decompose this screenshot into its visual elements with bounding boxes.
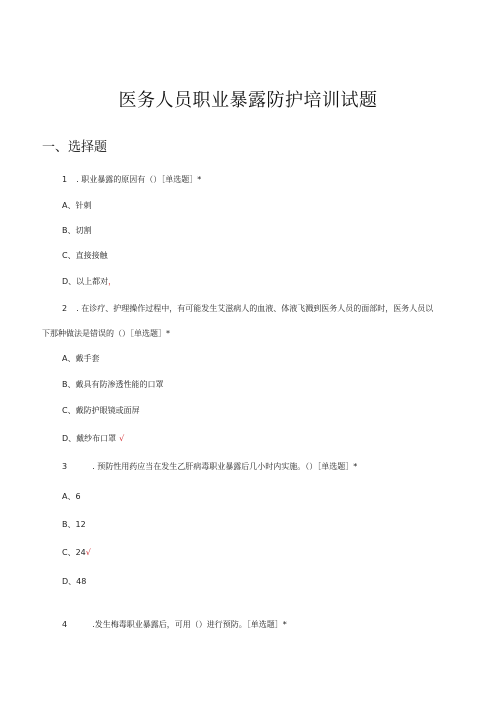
option-d: D、戴纱布口罩 √ <box>62 434 125 443</box>
question-3 <box>62 461 357 472</box>
option-b: B、12 <box>62 520 86 529</box>
option-d: D、48 <box>62 577 87 586</box>
question-number: 2 <box>62 304 68 313</box>
question-text: . 预防性用药应当在发生乙肝病毒职业暴露后几小时内实施。（）［单选题］* <box>92 462 358 471</box>
option-b: B、戴具有防渗透性能的口罩 <box>62 380 164 389</box>
question-text: . 在诊疗、护理操作过程中，有可能发生艾滋病人的血液、体液飞溅到医务人员的面部时，医务人员以 <box>76 304 434 313</box>
question-2-continued: 下那种做法是错误的（）［单选题］* <box>42 329 170 338</box>
question-number: 1 <box>62 175 68 184</box>
question-4 <box>62 619 287 630</box>
question-1 <box>62 174 201 185</box>
page-title: 医务人员职业暴露防护培训试题 <box>118 90 378 111</box>
question-number: 3 <box>62 462 68 471</box>
option-a: A、针刺 <box>62 201 92 210</box>
answer-mark: ， <box>108 277 117 286</box>
option-a: A、6 <box>62 492 81 501</box>
question-text: . 职业暴露的原因有（）［单选题］* <box>76 175 202 184</box>
option-c: C、24√ <box>62 548 91 557</box>
answer-mark: √ <box>119 434 125 443</box>
option-b: B、切割 <box>62 226 92 235</box>
question-text: .发生梅毒职业暴露后，可用（）进行预防。［单选题］* <box>92 620 287 629</box>
answer-mark: √ <box>85 548 91 557</box>
option-c: C、直接接触 <box>62 251 108 260</box>
option-c: C、戴防护眼镜或面屏 <box>62 406 140 415</box>
question-2 <box>62 303 433 314</box>
option-d: D、以上都对， <box>62 277 117 286</box>
option-a: A、戴手套 <box>62 354 100 363</box>
section-heading: 一、选择题 <box>42 140 108 155</box>
question-number: 4 <box>62 620 68 629</box>
